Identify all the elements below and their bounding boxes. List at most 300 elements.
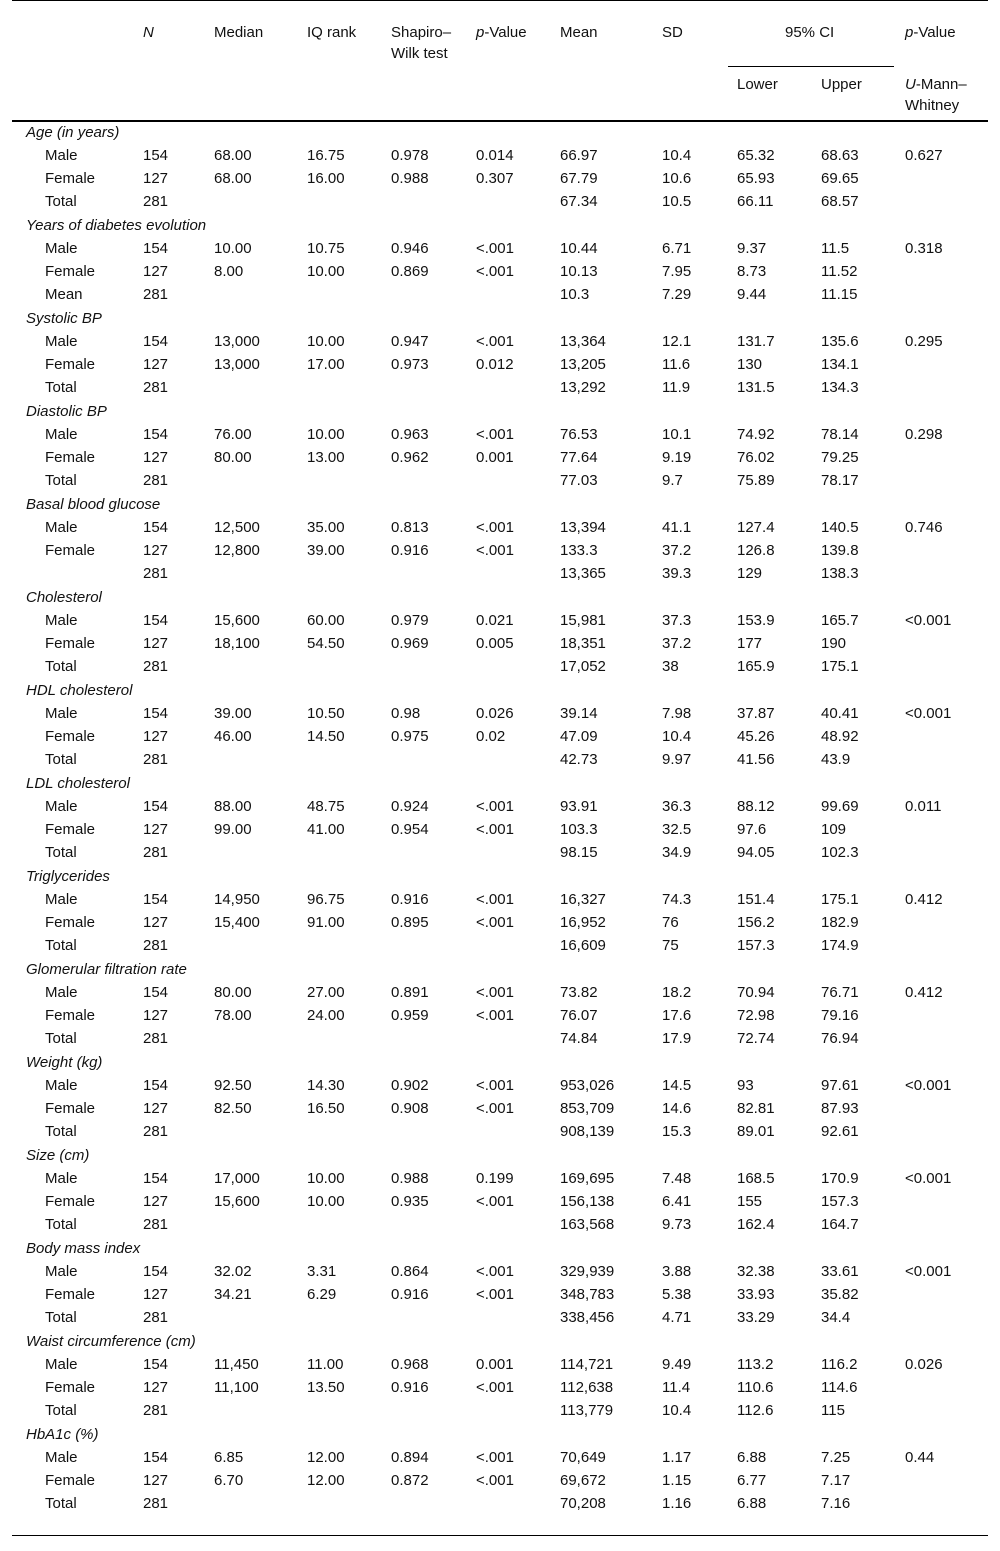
iq-rank-cell: 35.00 (307, 519, 345, 536)
shapiro-wilk-cell: 0.975 (391, 728, 429, 745)
median-cell: 80.00 (214, 449, 252, 466)
ci-lower-cell: 131.7 (737, 333, 775, 350)
p-value-cell: 0.012 (476, 356, 514, 373)
row-label: Male (45, 984, 78, 1001)
n-cell: 127 (143, 1286, 169, 1303)
ci-lower-cell: 110.6 (737, 1379, 774, 1396)
iq-rank-cell: 41.00 (307, 821, 345, 838)
row-label: Female (45, 635, 96, 652)
table-row (0, 981, 1000, 1004)
median-cell: 18,100 (214, 635, 260, 652)
iq-rank-cell: 13.00 (307, 449, 345, 466)
table-row (0, 1376, 1000, 1399)
header-p-value: p-Value (476, 24, 527, 41)
sd-cell: 34.9 (662, 844, 692, 861)
n-cell: 127 (143, 635, 169, 652)
row-label: Female (45, 1100, 96, 1117)
ci-lower-cell: 70.94 (737, 984, 775, 1001)
ci-upper-cell: 11.52 (821, 263, 858, 280)
shapiro-wilk-cell: 0.979 (391, 612, 429, 629)
ci-lower-cell: 33.93 (737, 1286, 775, 1303)
row-label: Female (45, 1379, 96, 1396)
table-row (0, 725, 1000, 748)
ci-upper-cell: 139.8 (821, 542, 859, 559)
mean-cell: 13,364 (560, 333, 606, 350)
ci-lower-cell: 6.88 (737, 1449, 767, 1466)
mean-cell: 10.44 (560, 240, 598, 257)
n-cell: 154 (143, 1449, 169, 1466)
row-label: Male (45, 1077, 78, 1094)
row-label: Male (45, 147, 78, 164)
group-title: LDL cholesterol (26, 775, 130, 792)
group-title: Size (cm) (26, 1147, 90, 1164)
row-label: Total (45, 1123, 77, 1140)
shapiro-wilk-cell: 0.946 (391, 240, 429, 257)
n-cell: 281 (143, 565, 169, 582)
table-row (0, 1074, 1000, 1097)
ci-upper-cell: 40.41 (821, 705, 859, 722)
ci-upper-cell: 190 (821, 635, 847, 652)
iq-rank-cell: 10.00 (307, 263, 345, 280)
row-label: Male (45, 519, 78, 536)
sd-cell: 38 (662, 658, 679, 675)
row-label: Female (45, 1007, 96, 1024)
mann-whitney-p-cell: <0.001 (905, 612, 952, 629)
iq-rank-cell: 48.75 (307, 798, 345, 815)
mann-whitney-p-cell: <0.001 (905, 1263, 952, 1280)
median-cell: 12,500 (214, 519, 260, 536)
row-label: Total (45, 193, 77, 210)
table-row (0, 423, 1000, 446)
mean-cell: 133.3 (560, 542, 598, 559)
p-value-cell: 0.005 (476, 635, 514, 652)
mean-cell: 13,205 (560, 356, 606, 373)
row-label: Male (45, 798, 78, 815)
n-cell: 154 (143, 984, 169, 1001)
sd-cell: 6.41 (662, 1193, 692, 1210)
p-value-cell: 0.001 (476, 449, 514, 466)
sd-cell: 11.6 (662, 356, 691, 373)
p-value-cell: <.001 (476, 914, 514, 931)
p-value-cell: 0.199 (476, 1170, 514, 1187)
n-cell: 281 (143, 1495, 169, 1512)
ci-lower-cell: 6.77 (737, 1472, 767, 1489)
n-cell: 154 (143, 1263, 169, 1280)
n-cell: 127 (143, 1472, 169, 1489)
sd-cell: 41.1 (662, 519, 692, 536)
mean-cell: 112,638 (560, 1379, 614, 1396)
ci-upper-cell: 99.69 (821, 798, 859, 815)
shapiro-wilk-cell: 0.895 (391, 914, 429, 931)
ci-lower-cell: 41.56 (737, 751, 775, 768)
shapiro-wilk-cell: 0.916 (391, 1286, 429, 1303)
ci-upper-cell: 135.6 (821, 333, 859, 350)
row-label: Total (45, 658, 77, 675)
mean-cell: 156,138 (560, 1193, 615, 1210)
ci-upper-cell: 115 (821, 1402, 845, 1419)
header-ci-lower: Lower (737, 76, 778, 93)
sd-cell: 14.6 (662, 1100, 692, 1117)
mean-cell: 39.14 (560, 705, 598, 722)
n-cell: 154 (143, 1356, 169, 1373)
row-label: Male (45, 333, 78, 350)
ci-lower-cell: 66.11 (737, 193, 774, 210)
ci-lower-cell: 112.6 (737, 1402, 774, 1419)
ci-lower-cell: 32.38 (737, 1263, 775, 1280)
row-label: Female (45, 356, 96, 373)
n-cell: 127 (143, 728, 169, 745)
ci-lower-cell: 37.87 (737, 705, 775, 722)
mean-cell: 76.53 (560, 426, 598, 443)
table-row (0, 1353, 1000, 1376)
iq-rank-cell: 16.50 (307, 1100, 345, 1117)
mean-cell: 76.07 (560, 1007, 598, 1024)
p-value-cell: <.001 (476, 1286, 514, 1303)
ci-upper-cell: 48.92 (821, 728, 859, 745)
ci-upper-cell: 134.1 (821, 356, 859, 373)
median-cell: 68.00 (214, 170, 252, 187)
mean-cell: 16,327 (560, 891, 606, 908)
median-cell: 46.00 (214, 728, 252, 745)
row-label: Male (45, 426, 78, 443)
table-row (0, 353, 1000, 376)
row-label: Male (45, 1449, 78, 1466)
sd-cell: 7.29 (662, 286, 692, 303)
row-label: Mean (45, 286, 83, 303)
mann-whitney-p-cell: <0.001 (905, 1170, 952, 1187)
table-row (0, 562, 1000, 585)
row-label: Male (45, 1263, 78, 1280)
p-value-cell: 0.02 (476, 728, 506, 745)
n-cell: 281 (143, 1123, 169, 1140)
iq-rank-cell: 27.00 (307, 984, 345, 1001)
table-row (0, 888, 1000, 911)
sd-cell: 10.5 (662, 193, 692, 210)
p-value-cell: <.001 (476, 333, 514, 350)
sd-cell: 9.49 (662, 1356, 692, 1373)
mean-cell: 338,456 (560, 1309, 615, 1326)
ci-upper-cell: 97.61 (821, 1077, 859, 1094)
group-title: HDL cholesterol (26, 682, 133, 699)
row-label: Male (45, 1170, 78, 1187)
row-label: Male (45, 891, 78, 908)
mann-whitney-p-cell: 0.44 (905, 1449, 935, 1466)
sd-cell: 6.71 (662, 240, 692, 257)
ci-upper-cell: 79.25 (821, 449, 859, 466)
iq-rank-cell: 10.50 (307, 705, 345, 722)
shapiro-wilk-cell: 0.963 (391, 426, 429, 443)
ci-lower-cell: 155 (737, 1193, 763, 1210)
table-row (0, 1446, 1000, 1469)
ci-upper-cell: 68.57 (821, 193, 859, 210)
row-label: Male (45, 612, 78, 629)
mann-whitney-p-cell: 0.295 (905, 333, 943, 350)
ci-lower-cell: 168.5 (737, 1170, 775, 1187)
table-row (0, 1190, 1000, 1213)
ci-upper-cell: 175.1 (821, 891, 859, 908)
sd-cell: 9.7 (662, 472, 683, 489)
n-cell: 281 (143, 379, 169, 396)
ci-lower-cell: 162.4 (737, 1216, 775, 1233)
median-cell: 39.00 (214, 705, 252, 722)
n-cell: 281 (143, 658, 169, 675)
iq-rank-cell: 16.00 (307, 170, 345, 187)
n-cell: 127 (143, 1007, 169, 1024)
ci-lower-cell: 131.5 (737, 379, 775, 396)
n-cell: 281 (143, 1030, 169, 1047)
ci-lower-cell: 156.2 (737, 914, 775, 931)
table-row (0, 1283, 1000, 1306)
mean-cell: 114,721 (560, 1356, 614, 1373)
sd-cell: 9.19 (662, 449, 692, 466)
n-cell: 154 (143, 798, 169, 815)
n-cell: 281 (143, 1216, 169, 1233)
n-cell: 127 (143, 356, 169, 373)
mann-whitney-p-cell: 0.011 (905, 798, 942, 815)
ci-lower-cell: 157.3 (737, 937, 775, 954)
group-title: Triglycerides (26, 868, 110, 885)
table-row (0, 1492, 1000, 1515)
n-cell: 154 (143, 333, 169, 350)
mean-cell: 163,568 (560, 1216, 615, 1233)
row-label: Female (45, 728, 96, 745)
median-cell: 92.50 (214, 1077, 252, 1094)
mean-cell: 74.84 (560, 1030, 598, 1047)
sd-cell: 17.9 (662, 1030, 692, 1047)
ci-upper-cell: 87.93 (821, 1100, 859, 1117)
ci-lower-cell: 9.44 (737, 286, 767, 303)
row-label: Female (45, 914, 96, 931)
n-cell: 154 (143, 240, 169, 257)
mean-cell: 13,394 (560, 519, 606, 536)
ci-upper-cell: 134.3 (821, 379, 859, 396)
mann-whitney-p-cell: <0.001 (905, 1077, 952, 1094)
group-title: Age (in years) (26, 124, 120, 141)
ci-lower-cell: 113.2 (737, 1356, 774, 1373)
row-label: Male (45, 240, 78, 257)
ci-upper-cell: 68.63 (821, 147, 859, 164)
median-cell: 10.00 (214, 240, 252, 257)
shapiro-wilk-cell: 0.894 (391, 1449, 429, 1466)
n-cell: 154 (143, 612, 169, 629)
mean-cell: 329,939 (560, 1263, 615, 1280)
median-cell: 6.70 (214, 1472, 244, 1489)
shapiro-wilk-cell: 0.954 (391, 821, 429, 838)
header-shapiro-wilk-line2: Wilk test (391, 45, 448, 62)
sd-cell: 11.9 (662, 379, 691, 396)
shapiro-wilk-cell: 0.891 (391, 984, 429, 1001)
table-row (0, 1120, 1000, 1143)
median-cell: 8.00 (214, 263, 244, 280)
group-title: Cholesterol (26, 589, 102, 606)
n-cell: 127 (143, 1193, 169, 1210)
p-value-cell: <.001 (476, 798, 514, 815)
shapiro-wilk-cell: 0.872 (391, 1472, 429, 1489)
ci-upper-cell: 138.3 (821, 565, 859, 582)
ci-upper-cell: 109 (821, 821, 847, 838)
ci-upper-cell: 34.4 (821, 1309, 851, 1326)
mann-whitney-p-cell: 0.026 (905, 1356, 943, 1373)
ci-lower-cell: 93 (737, 1077, 754, 1094)
table-row (0, 1469, 1000, 1492)
median-cell: 11,450 (214, 1356, 259, 1373)
group-title: HbA1c (%) (26, 1426, 99, 1443)
shapiro-wilk-cell: 0.973 (391, 356, 429, 373)
n-cell: 154 (143, 705, 169, 722)
ci-lower-cell: 151.4 (737, 891, 775, 908)
ci-lower-cell: 72.74 (737, 1030, 775, 1047)
table-row (0, 655, 1000, 678)
mean-cell: 169,695 (560, 1170, 615, 1187)
n-cell: 281 (143, 844, 169, 861)
p-value-cell: 0.307 (476, 170, 514, 187)
mean-cell: 16,609 (560, 937, 606, 954)
mean-cell: 66.97 (560, 147, 598, 164)
row-label: Total (45, 1309, 77, 1326)
p-value-cell: <.001 (476, 519, 514, 536)
ci-upper-cell: 78.14 (821, 426, 859, 443)
sd-cell: 37.2 (662, 635, 692, 652)
mann-whitney-p-cell: <0.001 (905, 705, 952, 722)
mann-whitney-p-cell: 0.412 (905, 891, 943, 908)
ci-upper-cell: 182.9 (821, 914, 859, 931)
group-title: Years of diabetes evolution (26, 217, 207, 234)
p-value-cell: <.001 (476, 984, 514, 1001)
ci-upper-cell: 69.65 (821, 170, 859, 187)
ci-upper-cell: 11.15 (821, 286, 858, 303)
median-cell: 76.00 (214, 426, 252, 443)
ci-upper-cell: 140.5 (821, 519, 859, 536)
mean-cell: 16,952 (560, 914, 606, 931)
table-row (0, 260, 1000, 283)
row-label: Female (45, 449, 96, 466)
median-cell: 78.00 (214, 1007, 252, 1024)
row-label: Male (45, 705, 78, 722)
header-ci-upper: Upper (821, 76, 862, 93)
table-row (0, 237, 1000, 260)
header-iq-rank: IQ rank (307, 24, 357, 41)
median-cell: 11,100 (214, 1379, 259, 1396)
ci-lower-cell: 33.29 (737, 1309, 775, 1326)
mean-cell: 70,208 (560, 1495, 606, 1512)
p-value-cell: <.001 (476, 891, 514, 908)
mean-cell: 348,783 (560, 1286, 615, 1303)
table-row (0, 190, 1000, 213)
p-value-cell: 0.026 (476, 705, 514, 722)
n-cell: 154 (143, 891, 169, 908)
p-value-cell: <.001 (476, 542, 514, 559)
n-cell: 281 (143, 286, 169, 303)
n-cell: 154 (143, 519, 169, 536)
sd-cell: 11.4 (662, 1379, 691, 1396)
sd-cell: 3.88 (662, 1263, 692, 1280)
sd-cell: 37.3 (662, 612, 692, 629)
p-value-cell: <.001 (476, 1077, 514, 1094)
n-cell: 154 (143, 1170, 169, 1187)
ci-lower-cell: 127.4 (737, 519, 775, 536)
n-cell: 281 (143, 1309, 169, 1326)
ci-upper-cell: 7.17 (821, 1472, 851, 1489)
median-cell: 12,800 (214, 542, 260, 559)
shapiro-wilk-cell: 0.924 (391, 798, 429, 815)
table-row (0, 330, 1000, 353)
ci-upper-cell: 164.7 (821, 1216, 859, 1233)
group-title: Body mass index (26, 1240, 141, 1257)
shapiro-wilk-cell: 0.969 (391, 635, 429, 652)
sd-cell: 17.6 (662, 1007, 692, 1024)
median-cell: 88.00 (214, 798, 252, 815)
sd-cell: 7.48 (662, 1170, 692, 1187)
mean-cell: 47.09 (560, 728, 598, 745)
sd-cell: 14.5 (662, 1077, 692, 1094)
n-cell: 127 (143, 263, 169, 280)
median-cell: 34.21 (214, 1286, 252, 1303)
header-mean: Mean (560, 24, 598, 41)
p-value-cell: <.001 (476, 426, 514, 443)
ci-lower-cell: 130 (737, 356, 763, 373)
table-row (0, 1399, 1000, 1422)
ci-upper-cell: 11.5 (821, 240, 850, 257)
group-title: Weight (kg) (26, 1054, 103, 1071)
header-shapiro-wilk (391, 22, 451, 64)
table-row (0, 1260, 1000, 1283)
table-row (0, 376, 1000, 399)
iq-rank-cell: 10.00 (307, 333, 345, 350)
table-row (0, 748, 1000, 771)
ci-lower-cell: 76.02 (737, 449, 775, 466)
sd-cell: 10.4 (662, 1402, 692, 1419)
iq-rank-cell: 13.50 (307, 1379, 345, 1396)
header-95-ci: 95% CI (785, 24, 835, 41)
iq-rank-cell: 3.31 (307, 1263, 337, 1280)
row-label: Total (45, 1216, 77, 1233)
mean-cell: 77.64 (560, 449, 598, 466)
median-cell: 32.02 (214, 1263, 252, 1280)
mann-whitney-p-cell: 0.746 (905, 519, 943, 536)
table-bottom-rule (12, 1535, 988, 1536)
header-shapiro-wilk-line1: Shapiro– (391, 24, 452, 41)
row-label: Male (45, 1356, 78, 1373)
mean-cell: 13,292 (560, 379, 606, 396)
ci-lower-cell: 75.89 (737, 472, 775, 489)
ci-lower-cell: 126.8 (737, 542, 775, 559)
mean-cell: 18,351 (560, 635, 606, 652)
n-cell: 281 (143, 1402, 169, 1419)
table-row (0, 144, 1000, 167)
ci-lower-cell: 165.9 (737, 658, 775, 675)
mean-cell: 953,026 (560, 1077, 615, 1094)
table-body (0, 121, 1000, 1515)
n-cell: 127 (143, 449, 169, 466)
median-cell: 15,600 (214, 1193, 260, 1210)
n-cell: 127 (143, 542, 169, 559)
sd-cell: 10.6 (662, 170, 692, 187)
table-row (0, 539, 1000, 562)
iq-rank-cell: 91.00 (307, 914, 345, 931)
row-label: Total (45, 1030, 77, 1047)
p-value-cell: 0.021 (476, 612, 514, 629)
sd-cell: 75 (662, 937, 679, 954)
n-cell: 127 (143, 914, 169, 931)
ci-lower-cell: 45.26 (737, 728, 775, 745)
mean-cell: 17,052 (560, 658, 606, 675)
ci-lower-cell: 9.37 (737, 240, 767, 257)
median-cell: 13,000 (214, 333, 260, 350)
shapiro-wilk-cell: 0.98 (391, 705, 421, 722)
ci-upper-cell: 7.16 (821, 1495, 851, 1512)
median-cell: 17,000 (214, 1170, 260, 1187)
n-cell: 281 (143, 937, 169, 954)
